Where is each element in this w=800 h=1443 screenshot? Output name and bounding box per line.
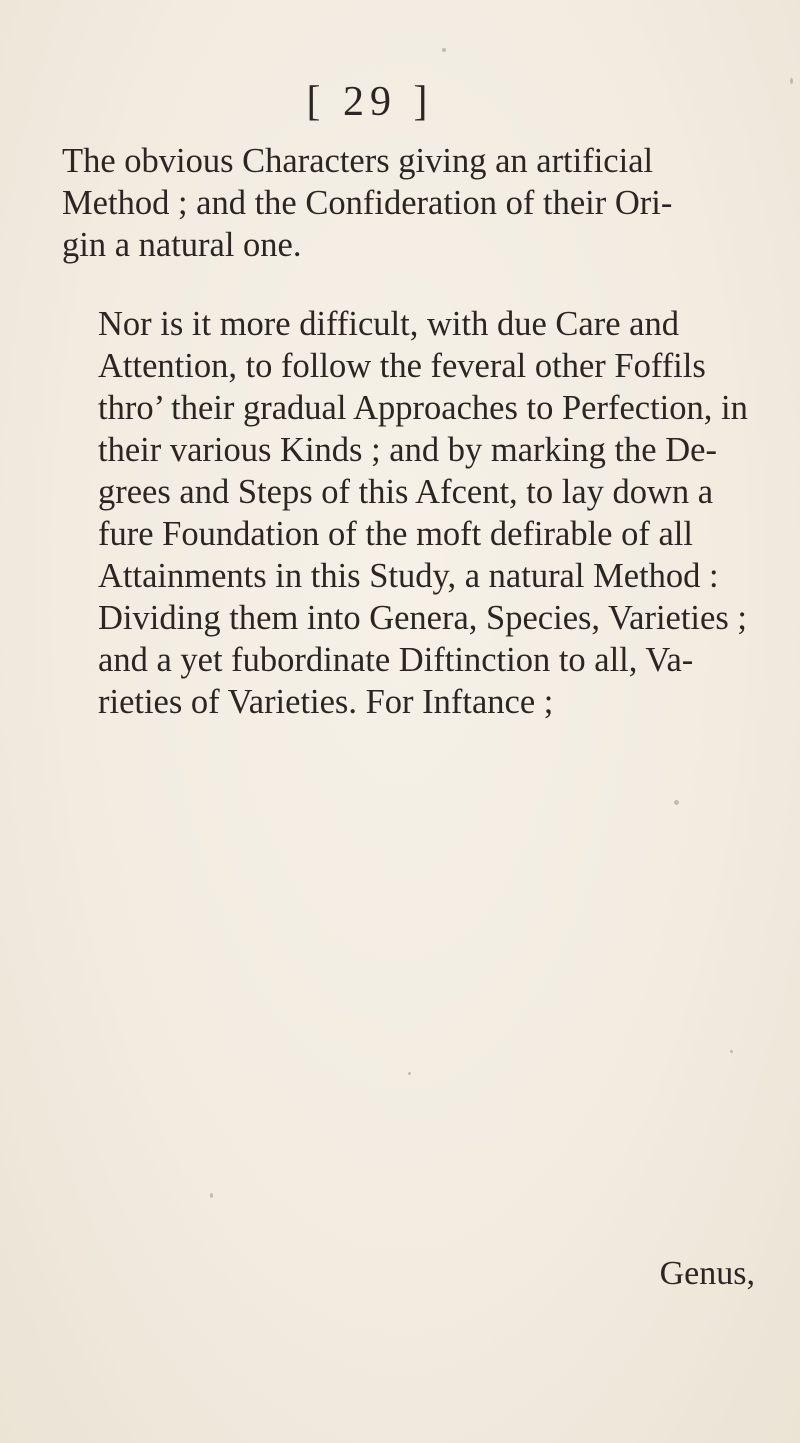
text-line: fure Foundation of the moft defirable of all — [98, 515, 693, 553]
text-line: Attainments in this Study, a natural Method : — [98, 557, 719, 595]
paragraph-2 — [62, 303, 748, 723]
paragraph-1 — [62, 140, 742, 266]
text-line: Nor is it more difficult, with due Care and — [98, 305, 679, 343]
text-line: rieties of Varieties. For Inftance ; — [98, 683, 554, 721]
text-line: Dividing them into Genera, Species, Varieties ; — [98, 599, 747, 637]
paper-speck — [790, 78, 793, 84]
paper-speck — [674, 800, 679, 805]
paper-speck — [408, 1072, 411, 1075]
text-line: gin a natural one. — [62, 226, 302, 264]
catchword: Genus, — [659, 1255, 755, 1292]
paper-speck — [442, 48, 446, 52]
text-line: The obvious Characters giving an artificial — [62, 142, 654, 180]
text-line: Attention, to follow the feveral other Foffils — [98, 347, 706, 385]
text-line: grees and Steps of this Afcent, to lay down a — [98, 473, 714, 511]
page-number: [ 29 ] — [306, 79, 434, 125]
text-line: their various Kinds ; and by marking the De- — [98, 431, 717, 469]
text-line: Method ; and the Confideration of their Ori- — [62, 184, 673, 222]
paper-speck — [730, 1050, 733, 1053]
paper-speck — [210, 1193, 213, 1198]
text-line: thro’ their gradual Approaches to Perfection, in — [98, 389, 748, 427]
text-line: and a yet fubordinate Diftinction to all, Va- — [98, 641, 694, 679]
